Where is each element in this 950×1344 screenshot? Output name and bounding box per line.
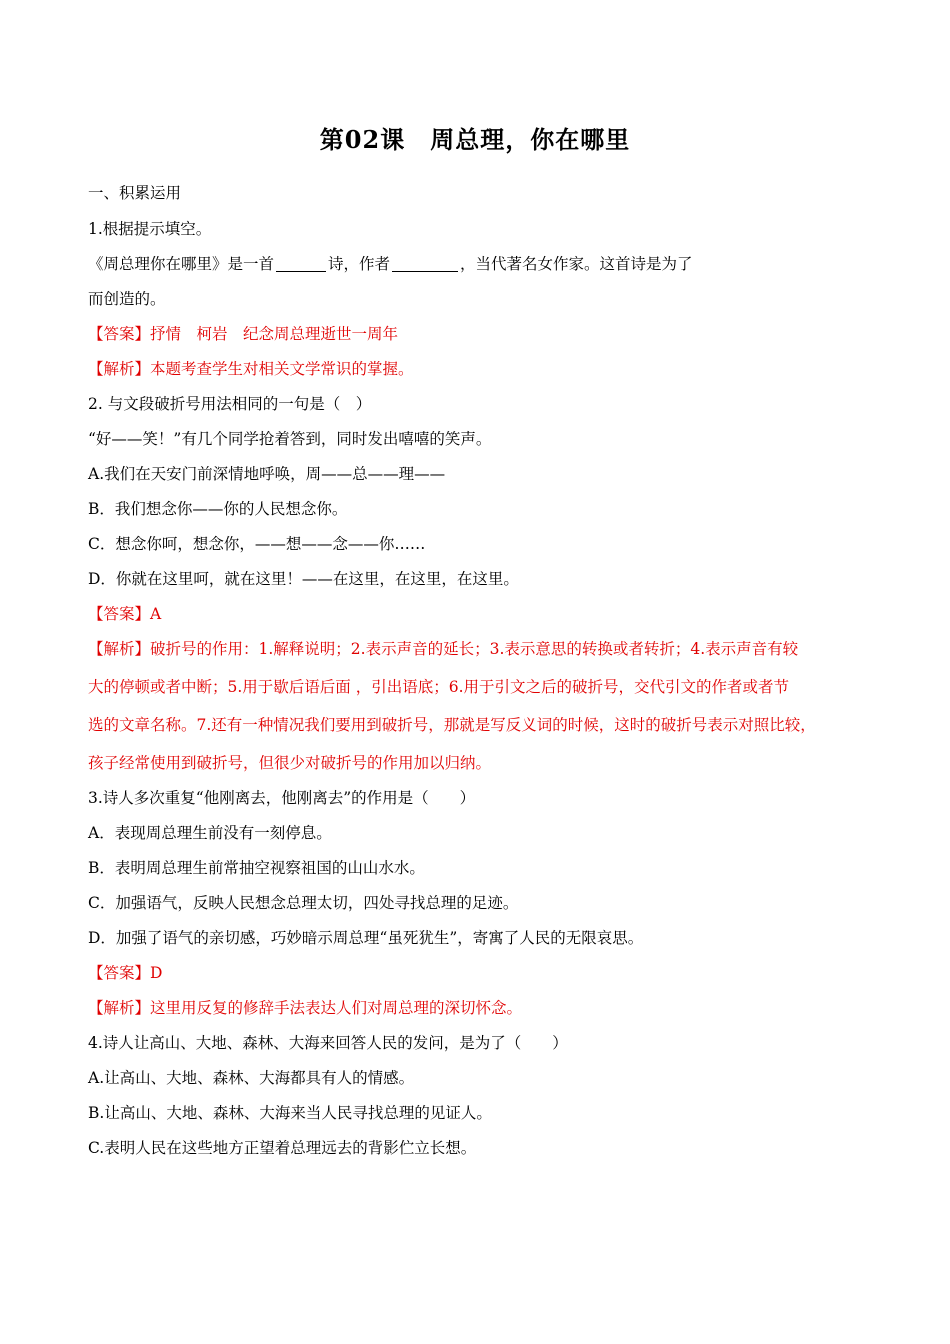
- q2-stem: 2. 与文段破折号用法相同的一句是（ ）: [88, 395, 372, 413]
- q4-option-b: B.让高山、大地、森林、大海来当人民寻找总理的见证人。: [88, 1104, 492, 1122]
- q2-quote: “好——笑！”有几个同学抢着答到，同时发出嘻嘻的笑声。: [88, 430, 492, 448]
- q4-stem: 4.诗人让高山、大地、森林、大海来回答人民的发问，是为了（ ）: [88, 1034, 568, 1052]
- q2-option-b: B．我们想念你——你的人民想念你。: [88, 500, 348, 518]
- q1-text-a: 《周总理你在哪里》是一首: [88, 255, 275, 273]
- q1-line2: 而创造的。: [88, 290, 166, 308]
- q1-answer: 【答案】抒情 柯岩 纪念周总理逝世一周年: [88, 325, 399, 343]
- q3-answer: 【答案】D: [88, 964, 163, 982]
- blank-genre: [276, 255, 326, 272]
- q1-text-c: ，当代著名女作家。这首诗是为了: [460, 255, 693, 273]
- q4-option-c: C.表明人民在这些地方正望着总理远去的背影伫立长想。: [88, 1139, 477, 1157]
- q3-option-d: D．加强了语气的亲切感，巧妙暗示周总理“虽死犹生”，寄寓了人民的无限哀思。: [88, 929, 644, 947]
- q3-stem: 3.诗人多次重复“他刚离去，他刚离去”的作用是（ ）: [88, 789, 476, 807]
- q2-option-d: D．你就在这里呵，就在这里！——在这里，在这里，在这里。: [88, 570, 519, 588]
- section-heading: 一、积累运用: [88, 184, 182, 202]
- q3-analysis: 【解析】这里用反复的修辞手法表达人们对周总理的深切怀念。: [88, 999, 523, 1017]
- q2-option-c: C．想念你呵，想念你，——想——念——你……: [88, 535, 426, 553]
- q3-option-a: A．表现周总理生前没有一刻停息。: [88, 824, 332, 842]
- q1-text-b: 诗，作者: [328, 255, 391, 273]
- q2-analysis-line2: 大的停顿或者中断；5.用于歇后语后面 ，引出语底；6.用于引文之后的破折号，交代引文的作者或者节: [88, 678, 790, 696]
- q3-option-b: B．表明周总理生前常抽空视察祖国的山山水水。: [88, 859, 425, 877]
- blank-author: [392, 255, 458, 272]
- q1-analysis: 【解析】本题考查学生对相关文学常识的掌握。: [88, 360, 414, 378]
- q1-line1: [88, 253, 693, 275]
- page-title: 第02课 周总理，你在哪里: [319, 125, 631, 154]
- q1-stem: 1.根据提示填空。: [88, 220, 212, 238]
- q2-analysis-line4: 孩子经常使用到破折号，但很少对破折号的作用加以归纳。: [88, 754, 492, 772]
- q2-answer: 【答案】A: [88, 605, 162, 623]
- q4-option-a: A.让高山、大地、森林、大海都具有人的情感。: [88, 1069, 415, 1087]
- q3-option-c: C．加强语气，反映人民想念总理太切，四处寻找总理的足迹。: [88, 894, 519, 912]
- q2-option-a: A.我们在天安门前深情地呼唤，周——总——理——: [88, 465, 446, 483]
- q2-analysis-line3: 选的文章名称。7.还有一种情况我们要用到破折号，那就是写反义词的时候，这时的破折号表示对照比较，: [88, 716, 816, 734]
- q2-analysis-line1: 【解析】破折号的作用：1.解释说明；2.表示声音的延长；3.表示意思的转换或者转折；4.表示声音有较: [88, 640, 799, 658]
